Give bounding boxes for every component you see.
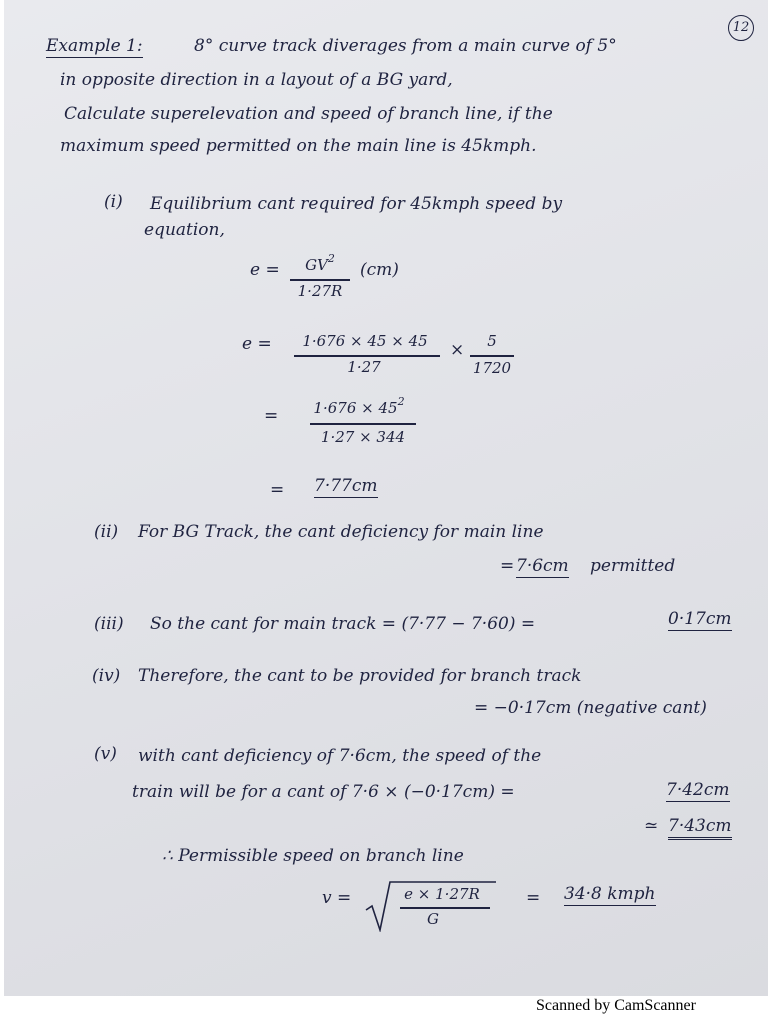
eq2-numerator: 1·676 × 45 × 45 [302, 332, 428, 350]
step-1-text-a: Equilibrium cant required for 45kmph speed by [150, 194, 563, 214]
step-3-text: So the cant for main track = (7·77 − 7·60) = [150, 614, 536, 634]
eq3-fraction-bar [310, 423, 416, 425]
eq2-lhs: e = [242, 334, 272, 354]
step-4-text-b: = −0·17cm (negative cant) [474, 698, 707, 718]
v-denominator: G [427, 910, 439, 928]
scanned-page [4, 0, 768, 996]
v-result: 34·8 kmph [564, 884, 656, 904]
example-label: Example 1: [46, 36, 143, 56]
step-3-marker: (iii) [94, 614, 124, 634]
step-4-marker: (iv) [92, 666, 121, 686]
eq2-denominator-2: 1720 [472, 359, 512, 377]
step-1-marker: (i) [104, 192, 123, 212]
eq2-fraction-bar [294, 355, 440, 357]
step-4-text-a: Therefore, the cant to be provided for branch track [138, 666, 582, 686]
step-2-value: 7·6cm [516, 556, 569, 576]
eq1-unit: (cm) [360, 260, 399, 280]
step-5-text-a: with cant deficiency of 7·6cm, the speed of the [138, 746, 542, 766]
step-5-text-b: train will be for a cant of 7·6 × (−0·17cm) = [132, 782, 515, 802]
eq3-denominator: 1·27 × 344 [320, 428, 406, 446]
eq2-fraction-bar-2 [470, 355, 514, 357]
eq4-lhs: = [270, 480, 285, 500]
step-5-therefore: ∴ Permissible speed on branch line [162, 846, 464, 866]
v-equals: = [526, 888, 541, 908]
step-2-marker: (ii) [94, 522, 119, 542]
problem-line-2: in opposite direction in a layout of a BG yard, [60, 70, 453, 90]
eq3-numerator: $1\cdot 676 \times 45^2$ [313, 395, 405, 417]
eq2-denominator: 1·27 [347, 358, 381, 376]
eq2-numerator-2: 5 [487, 332, 497, 350]
step-5-result-2: 7·43cm [668, 816, 732, 840]
eq2-times: × [450, 340, 465, 360]
page-number: 12 [728, 15, 754, 41]
v-lhs: v = [322, 888, 352, 908]
eq1-denominator: 1·27R [297, 282, 343, 300]
step-2-text-a: For BG Track, the cant deficiency for main line [138, 522, 544, 542]
camscanner-footer: Scanned by CamScanner [536, 997, 696, 1014]
eq4-result: 7·77cm [314, 476, 378, 496]
problem-line-4: maximum speed permitted on the main line is 45kmph. [60, 136, 537, 156]
problem-line-1: 8° curve track diverages from a main curve of 5° [194, 36, 617, 56]
v-numerator: e × 1·27R [404, 885, 480, 903]
eq3-lhs: = [264, 406, 279, 426]
eq1-fraction-bar [290, 279, 350, 281]
step-5-result-1: 7·42cm [666, 780, 730, 800]
eq1-numerator: $GV^2$ [305, 252, 335, 274]
step-5-approx: ≃ [644, 816, 659, 836]
problem-line-3: Calculate superelevation and speed of branch line, if the [64, 104, 553, 124]
v-fraction-bar [400, 907, 490, 909]
step-2-rest: permitted [590, 556, 676, 576]
eq1-lhs: e = [250, 260, 280, 280]
step-2-eq: = [500, 556, 515, 576]
step-3-result: 0·17cm [668, 609, 732, 629]
step-1-text-b: equation, [144, 220, 225, 240]
step-5-marker: (v) [94, 744, 117, 764]
